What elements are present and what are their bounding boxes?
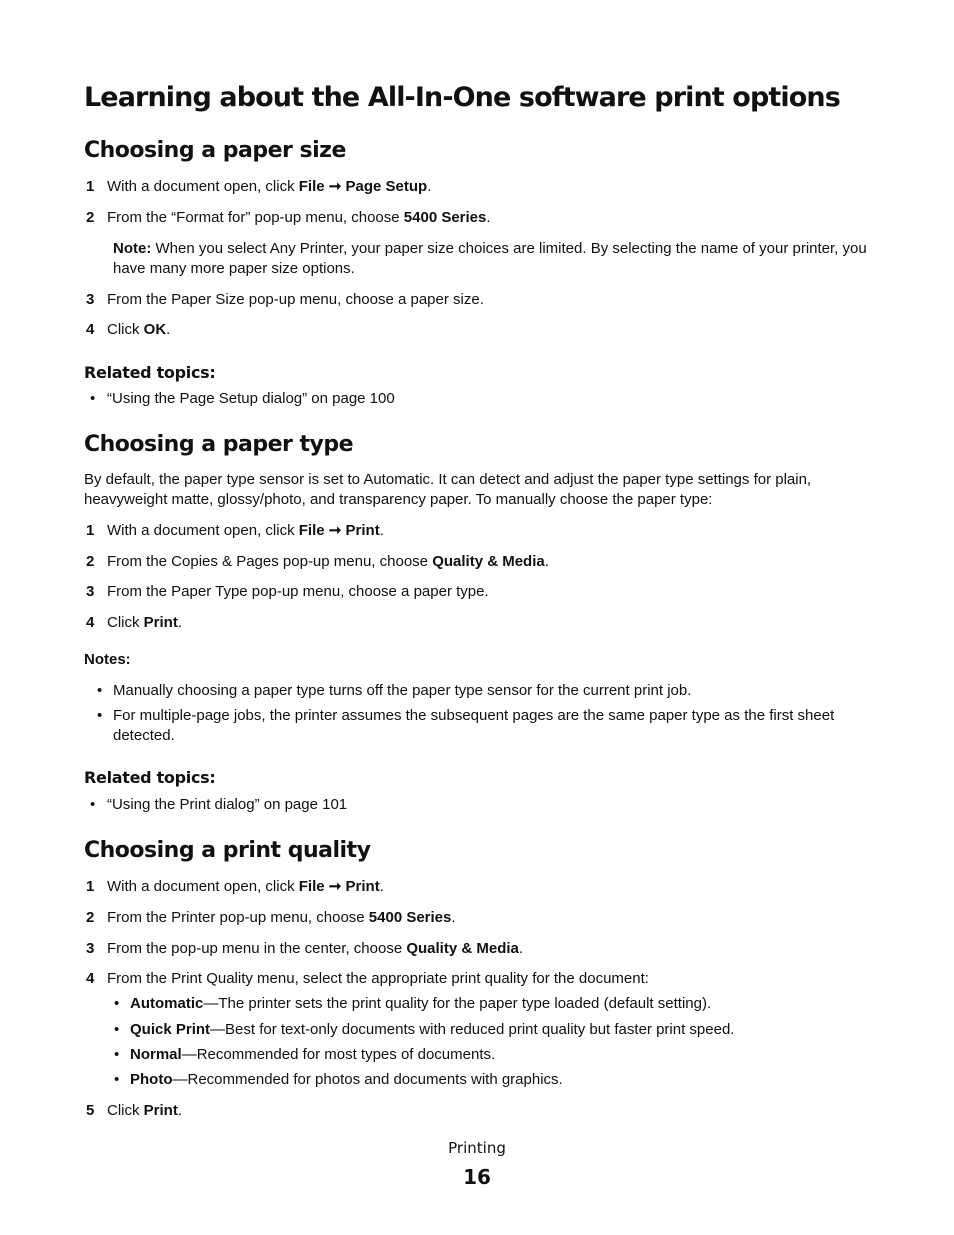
- bullet-icon: •: [114, 995, 120, 1012]
- step-number: 2: [86, 209, 95, 226]
- step-text: With a document open, click File ➞ Print.: [107, 878, 384, 895]
- section-heading-paper-size: Choosing a paper size: [84, 138, 346, 163]
- bullet-icon: •: [114, 1071, 120, 1088]
- related-topic-link[interactable]: “Using the Page Setup dialog” on page 100: [107, 390, 395, 407]
- step-text: Click Print.: [107, 1102, 183, 1119]
- step-text: From the Print Quality menu, select the appropriate print quality for the document:: [107, 970, 649, 987]
- page-title: Learning about the All-In-One software print options: [84, 82, 840, 113]
- step-text: With a document open, click File ➞ Page Setup.: [107, 178, 432, 195]
- intro-paragraph: By default, the paper type sensor is set to Automatic. It can detect and adjust the paper type settings for plain, heavyweight matte, glossy/photo, and transparency paper. To manually choose the paper type:: [84, 471, 812, 508]
- step-number: 3: [86, 291, 95, 308]
- note-item: For multiple-page jobs, the printer assumes the subsequent pages are the same paper type as the first sheet detected.: [113, 707, 835, 744]
- bullet-icon: •: [114, 1021, 120, 1038]
- related-topics-heading: Related topics:: [84, 363, 216, 382]
- step-number: 2: [86, 909, 95, 926]
- step-number: 1: [86, 522, 95, 539]
- page-number: 16: [463, 1165, 491, 1189]
- related-topics-heading: Related topics:: [84, 768, 216, 787]
- quality-option: Photo—Recommended for photos and documents with graphics.: [130, 1071, 563, 1088]
- footer-section-name: Printing: [448, 1139, 506, 1157]
- section-heading-paper-type: Choosing a paper type: [84, 432, 354, 457]
- quality-option: Normal—Recommended for most types of documents.: [130, 1046, 496, 1063]
- step-number: 4: [86, 970, 95, 987]
- step-text: From the “Format for” pop-up menu, choose 5400 Series.: [107, 209, 491, 226]
- related-topic-link[interactable]: “Using the Print dialog” on page 101: [107, 796, 348, 813]
- step-text: From the Copies & Pages pop-up menu, choose Quality & Media.: [107, 553, 549, 570]
- note-paragraph: Note: When you select Any Printer, your paper size choices are limited. By selecting the name of your printer, you have many more paper size options.: [113, 240, 867, 277]
- bullet-icon: •: [114, 1046, 120, 1063]
- step-number: 2: [86, 553, 95, 570]
- section-heading-print-quality: Choosing a print quality: [84, 838, 371, 863]
- step-number: 3: [86, 583, 95, 600]
- bullet-icon: •: [97, 707, 103, 724]
- step-number: 4: [86, 321, 95, 338]
- bullet-icon: •: [90, 390, 96, 407]
- note-item: Manually choosing a paper type turns off the paper type sensor for the current print job.: [113, 682, 692, 699]
- step-text: From the Paper Type pop-up menu, choose a paper type.: [107, 583, 489, 600]
- bullet-icon: •: [90, 796, 96, 813]
- bullet-icon: •: [97, 682, 103, 699]
- step-number: 1: [86, 878, 95, 895]
- step-number: 4: [86, 614, 95, 631]
- step-number: 1: [86, 178, 95, 195]
- step-number: 5: [86, 1102, 95, 1119]
- quality-option: Quick Print—Best for text-only documents with reduced print quality but faster print speed.: [130, 1021, 735, 1038]
- step-text: From the Printer pop-up menu, choose 5400 Series.: [107, 909, 456, 926]
- step-text: With a document open, click File ➞ Print.: [107, 522, 384, 539]
- step-text: From the pop-up menu in the center, choose Quality & Media.: [107, 940, 524, 957]
- step-text: Click Print.: [107, 614, 183, 631]
- step-text: Click OK.: [107, 321, 171, 338]
- step-number: 3: [86, 940, 95, 957]
- quality-option: Automatic—The printer sets the print quality for the paper type loaded (default setting).: [130, 995, 712, 1012]
- notes-heading: Notes:: [84, 651, 131, 668]
- step-text: From the Paper Size pop-up menu, choose a paper size.: [107, 291, 484, 308]
